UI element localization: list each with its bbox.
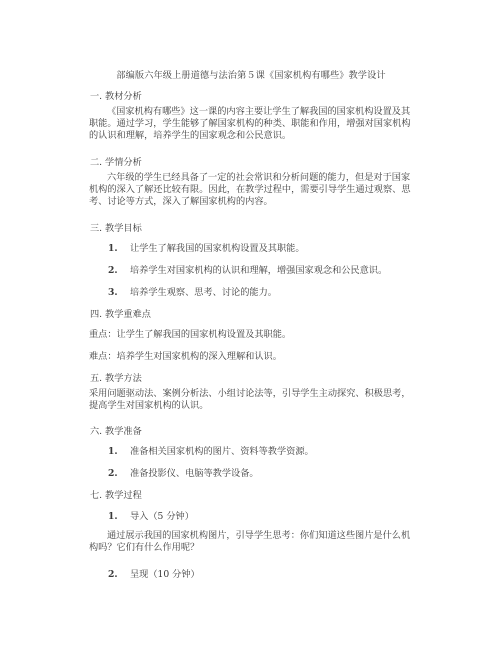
- list-item: [108, 465, 259, 479]
- list-text: 呈现（10 分钟）: [130, 569, 200, 580]
- section-heading-process: 七. 教学过程: [90, 490, 142, 501]
- section-heading-methods: 五. 教学方法: [90, 373, 142, 384]
- key-point-text: 重点：让学生了解我国的国家机构设置及其职能。: [89, 329, 292, 340]
- list-item: [108, 443, 314, 457]
- list-number: 2.: [108, 468, 118, 479]
- list-number: 2.: [108, 265, 118, 276]
- section-heading-goals: 三. 教学目标: [90, 223, 142, 234]
- list-item: [108, 566, 200, 580]
- section-heading-keypoints: 四. 教学重难点: [90, 309, 151, 320]
- section-text-methods: 采用问题驱动法、案例分析法、小组讨论法等，引导学生主动探究、积极思考，提高学生对国家机构的认识。: [89, 388, 411, 411]
- difficult-point-text: 难点：培养学生对国家机构的深入理解和认识。: [89, 351, 282, 362]
- list-text: 培养学生对国家机构的认识和理解，增强国家观念和公民意识。: [130, 265, 388, 276]
- document-title: 部编版六年级上册道德与法治第５课《国家机构有哪些》教学设计: [116, 70, 386, 81]
- section-heading-student: 二. 学情分析: [90, 157, 142, 168]
- list-text: 让学生了解我国的国家机构设置及其职能。: [130, 243, 305, 254]
- list-item: [108, 262, 387, 276]
- list-number: 1.: [108, 243, 118, 254]
- list-item: [108, 508, 194, 522]
- list-item: [108, 284, 277, 298]
- list-number: 3.: [108, 287, 118, 298]
- list-text: 准备投影仪、电脑等教学设备。: [130, 468, 259, 479]
- process-intro-text: 通过展示我国的国家机构图片，引导学生思考：你们知道这些图片是什么机构吗？它们有什么作用呢？: [89, 530, 411, 553]
- section-text-student: 六年级的学生已经具备了一定的社会常识和分析问题的能力，但是对于国家机构的深入了解还比较有限。因此，在教学过程中，需要引导学生通过观察、思考、讨论等方式，深入了解国家机构的内容。: [89, 172, 411, 207]
- section-text-analysis: 《国家机构有哪些》这一课的内容主要让学生了解我国的国家机构设置及其职能。通过学习，学生能够了解国家机构的种类、职能和作用，增强对国家机构的认识和理解，培养学生的国家观念和公民意识。: [89, 106, 411, 141]
- list-number: 1.: [108, 446, 118, 457]
- section-heading-analysis: 一. 教材分析: [90, 91, 142, 102]
- list-number: 2.: [108, 569, 118, 580]
- list-item: [108, 240, 305, 254]
- list-text: 准备相关国家机构的图片、资料等教学资源。: [130, 446, 314, 457]
- list-text: 培养学生观察、思考、讨论的能力。: [130, 287, 277, 298]
- list-number: 1.: [108, 511, 118, 522]
- section-heading-preparation: 六. 教学准备: [90, 426, 142, 437]
- list-text: 导入（5 分钟）: [130, 511, 194, 522]
